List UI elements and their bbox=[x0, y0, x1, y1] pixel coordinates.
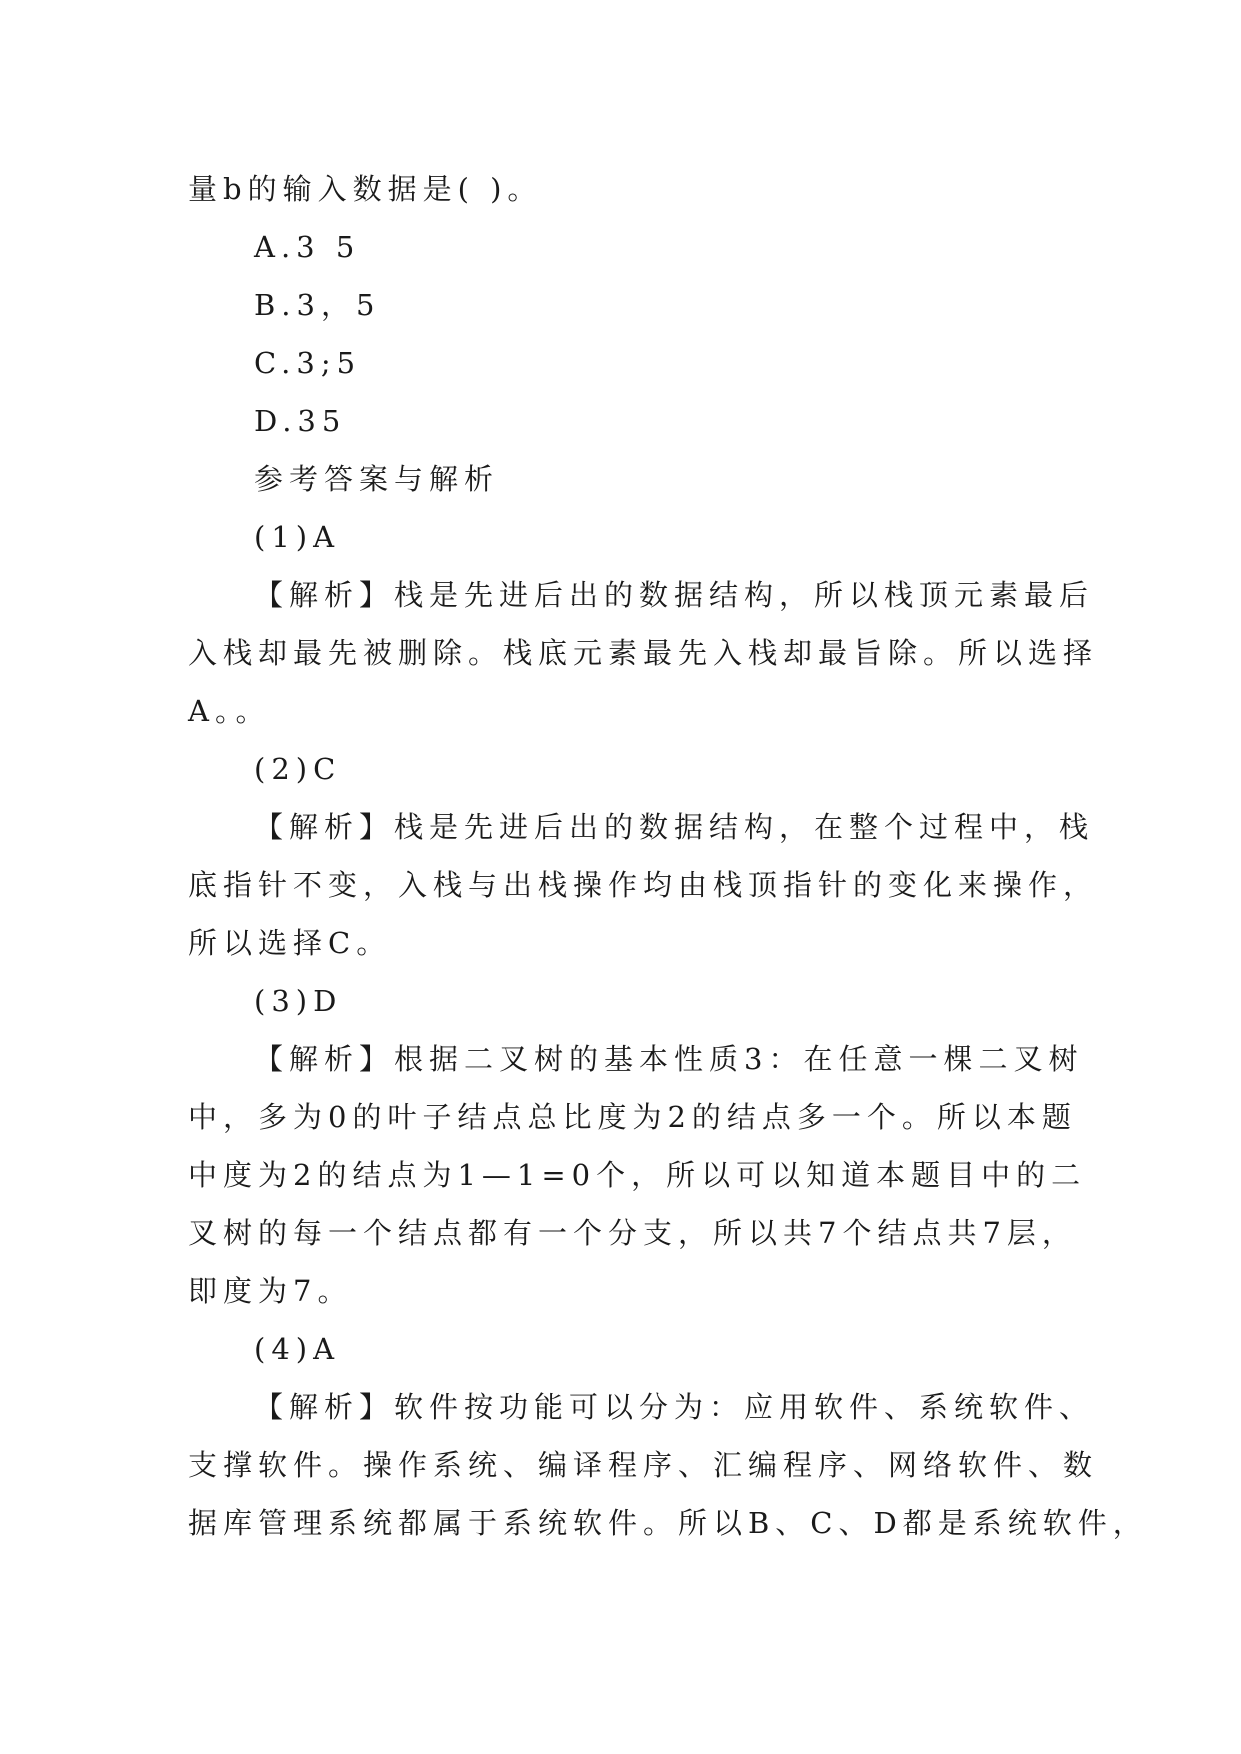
explanation-3-line: 叉树的每一个结点都有一个分支，所以共7个结点共7层， bbox=[188, 1216, 1077, 1250]
explanation-3-line: 中，多为0的叶子结点总比度为2的结点多一个。所以本题 bbox=[188, 1100, 1077, 1134]
answer-2: (2)C bbox=[254, 752, 342, 786]
explanation-4-line: 据库管理系统都属于系统软件。所以B、C、D都是系统软件， bbox=[188, 1506, 1148, 1540]
explanation-3-line: 【解析】根据二叉树的基本性质3：在任意一棵二叉树 bbox=[254, 1042, 1084, 1076]
document-body bbox=[188, 160, 1148, 1552]
explanation-3-line: 即度为7。 bbox=[188, 1274, 353, 1308]
explanation-4-line: 【解析】软件按功能可以分为：应用软件、系统软件、 bbox=[254, 1390, 1095, 1424]
answer-section-heading: 参考答案与解析 bbox=[254, 462, 500, 496]
option-a: A.3 5 bbox=[254, 230, 361, 264]
question-stem-tail: 量b的输入数据是( )。 bbox=[188, 172, 543, 206]
explanation-2-line: 【解析】栈是先进后出的数据结构，在整个过程中，栈 bbox=[254, 810, 1095, 844]
explanation-2-line: 底指针不变，入栈与出栈操作均由栈顶指针的变化来操作， bbox=[188, 868, 1099, 902]
option-c: C.3;5 bbox=[254, 346, 362, 380]
answer-3: (3)D bbox=[254, 984, 343, 1018]
answer-1: (1)A bbox=[254, 520, 341, 554]
option-b: B.3，5 bbox=[254, 288, 381, 322]
explanation-2-line: 所以选择C。 bbox=[188, 926, 392, 960]
explanation-1-line: A。。 bbox=[188, 694, 271, 728]
explanation-1-line: 【解析】栈是先进后出的数据结构，所以栈顶元素最后 bbox=[254, 578, 1095, 612]
option-d: D.35 bbox=[254, 404, 347, 438]
answer-4: (4)A bbox=[254, 1332, 341, 1366]
explanation-1-line: 入栈却最先被删除。栈底元素最先入栈却最旨除。所以选择 bbox=[188, 636, 1099, 670]
explanation-4-line: 支撑软件。操作系统、编译程序、汇编程序、网络软件、数 bbox=[188, 1448, 1099, 1482]
explanation-3-line: 中度为2的结点为1—1=0个，所以可以知道本题目中的二 bbox=[188, 1158, 1087, 1192]
